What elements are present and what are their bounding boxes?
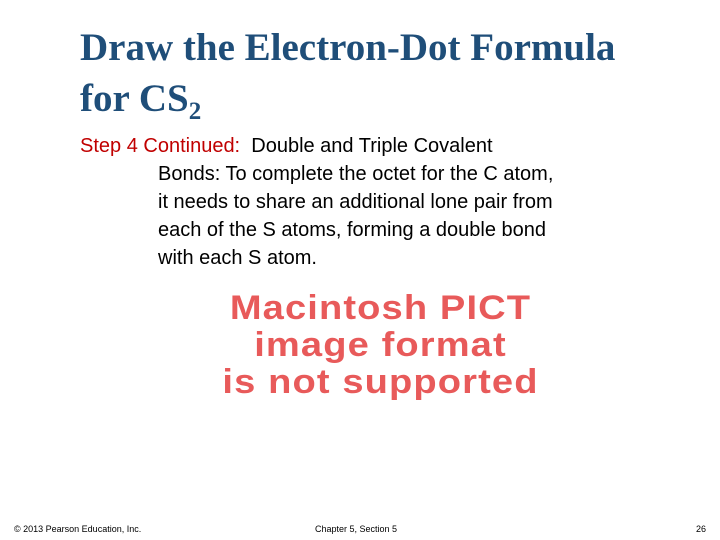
title-line-1: Draw the Electron-Dot Formula (80, 26, 616, 69)
footer-section: Chapter 5, Section 5 (315, 524, 398, 534)
body-line-4: each of the S atoms, forming a double bond (158, 219, 547, 241)
placeholder-line-3: is not supported (222, 363, 539, 401)
bond-heading: Double and Triple Covalent (251, 135, 493, 157)
body-text-region (80, 132, 680, 266)
footer-copyright: © 2013 Pearson Education, Inc. (14, 524, 142, 534)
step-label: Step 4 Continued: (80, 135, 241, 157)
title-formula-prefix: for CS (80, 77, 189, 120)
slide-title (80, 22, 700, 124)
title-line-2 (80, 73, 700, 124)
body-line-2: Bonds: To complete the octet for the C atom, (158, 163, 554, 185)
body-text (80, 132, 680, 266)
title-formula-subscript: 2 (188, 98, 202, 125)
body-line-1 (80, 132, 680, 160)
body-line-5: with each S atom. (158, 247, 317, 266)
body-line-3: it needs to share an additional lone pair from (158, 191, 553, 213)
unsupported-image-placeholder (178, 290, 583, 402)
placeholder-line-2: image format (254, 326, 507, 364)
placeholder-line-1: Macintosh PICT (229, 289, 532, 327)
footer-page-number: 26 (695, 524, 706, 534)
